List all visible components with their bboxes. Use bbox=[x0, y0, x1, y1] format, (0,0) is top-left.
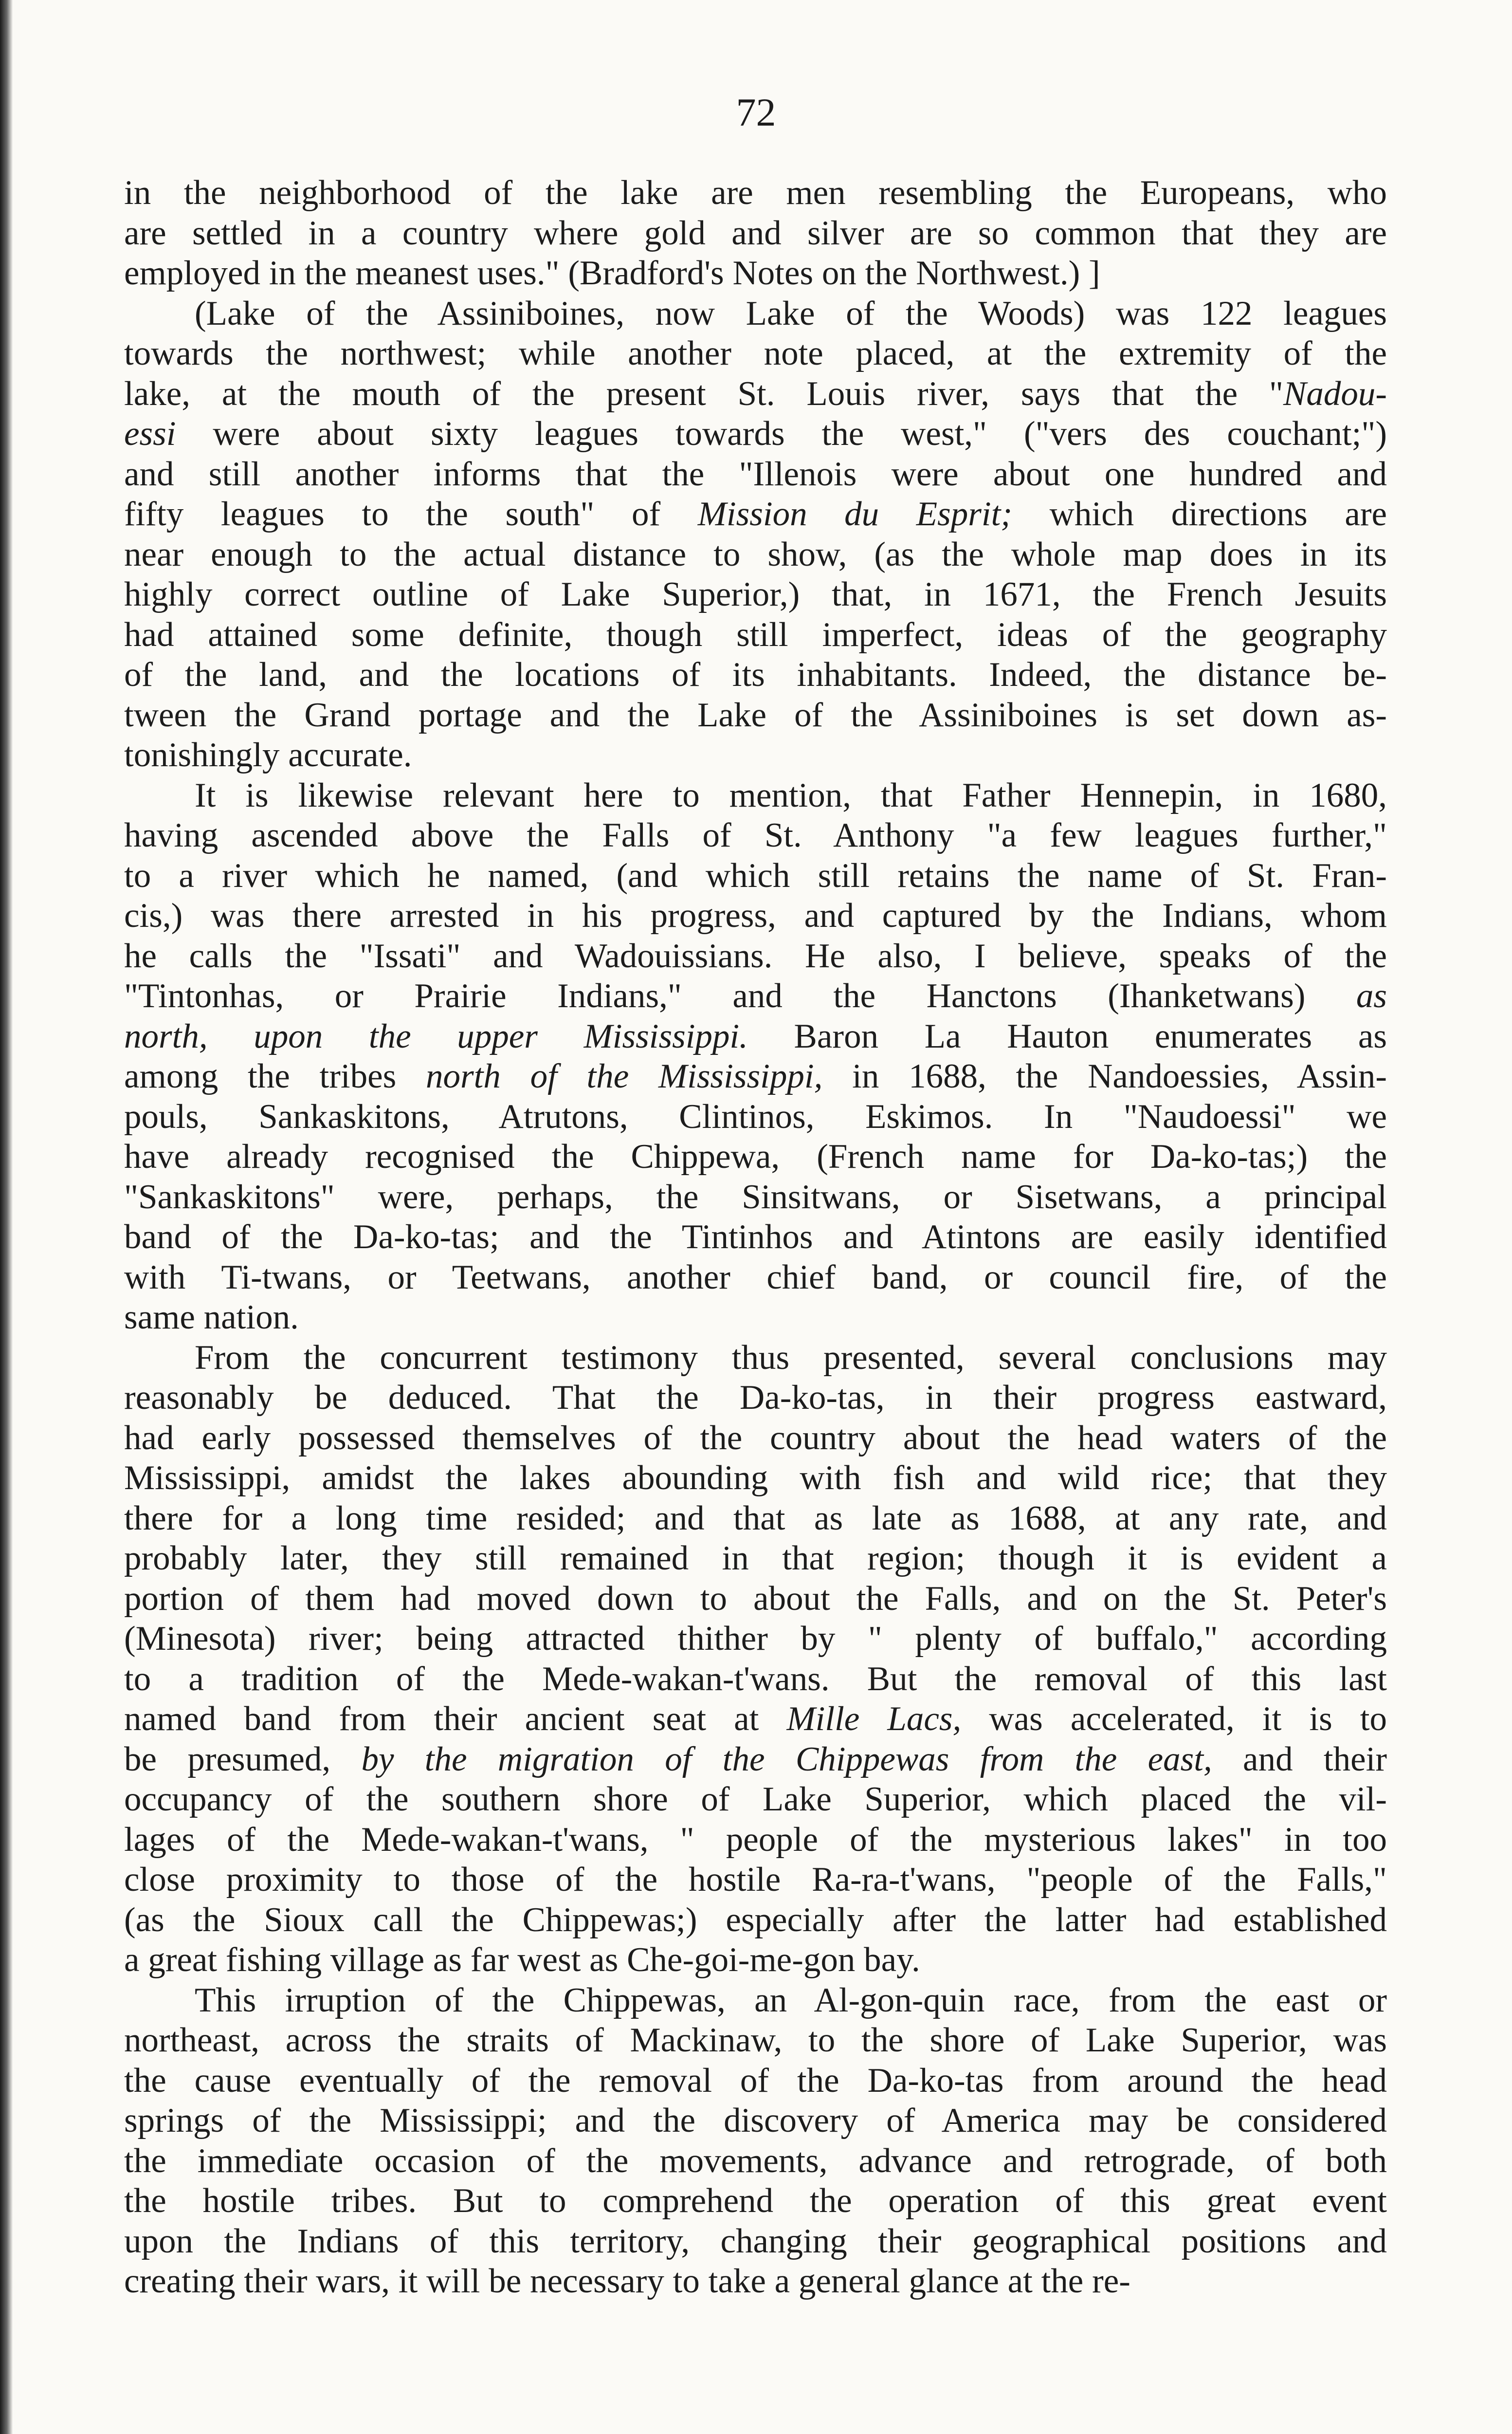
text-line bbox=[124, 1900, 1387, 1940]
text-line bbox=[124, 1177, 1387, 1217]
text-run: northeast, across the straits of Mackinaw, to the shore of Lake Superior, was bbox=[124, 2021, 1387, 2059]
italic-text-run: Mille Lacs, bbox=[786, 1700, 962, 1738]
text-line bbox=[124, 2061, 1387, 2101]
text-line bbox=[124, 1418, 1387, 1458]
text-run: in 1688, the Nandoessies, Assin- bbox=[822, 1057, 1387, 1095]
text-run: same nation. bbox=[124, 1298, 299, 1336]
italic-text-run: Nadou- bbox=[1283, 374, 1387, 413]
text-line bbox=[124, 535, 1387, 575]
paragraph bbox=[124, 1338, 1387, 1980]
text-run: (Lake of the Assiniboines, now Lake of the Woods) was 122 leagues bbox=[195, 294, 1387, 332]
text-run: to a tradition of the Mede-wakan-t'wans. But the removal of this last bbox=[124, 1660, 1387, 1698]
text-line bbox=[124, 1820, 1387, 1860]
text-line bbox=[124, 695, 1387, 736]
text-line bbox=[124, 374, 1387, 414]
text-line bbox=[124, 2141, 1387, 2181]
text-run: and their bbox=[1212, 1740, 1387, 1778]
paragraph bbox=[124, 1980, 1387, 2302]
text-run: "Tintonhas, or Prairie Indians," and the Hanctons (Ihanketwans) bbox=[124, 977, 1356, 1015]
text-run: highly correct outline of Lake Superior,) that, in 1671, the French Jesuits bbox=[124, 575, 1387, 613]
text-line bbox=[124, 294, 1387, 334]
text-run: are settled in a country where gold and silver are so common that they are bbox=[124, 214, 1387, 252]
text-line bbox=[124, 936, 1387, 977]
text-line bbox=[124, 2221, 1387, 2262]
text-run: Mississippi, amidst the lakes abounding with fish and wild rice; that they bbox=[124, 1459, 1387, 1497]
text-run: portion of them had moved down to about the Falls, and on the St. Peter's bbox=[124, 1579, 1387, 1618]
text-line bbox=[124, 1940, 1387, 1980]
text-line bbox=[124, 2181, 1387, 2221]
text-line bbox=[124, 414, 1387, 454]
text-run: were about sixty leagues towards the west," ("vers des couchant;") bbox=[176, 415, 1387, 453]
text-line bbox=[124, 213, 1387, 254]
text-line bbox=[124, 1378, 1387, 1418]
text-line bbox=[124, 1217, 1387, 1257]
text-run: in the neighborhood of the lake are men resembling the Europeans, who bbox=[124, 174, 1387, 212]
text-run: to a river which he named, (and which still retains the name of St. Fran- bbox=[124, 856, 1387, 895]
text-line bbox=[124, 2261, 1387, 2302]
text-line bbox=[124, 1498, 1387, 1539]
paragraph bbox=[124, 294, 1387, 775]
text-line bbox=[124, 1980, 1387, 2021]
text-line bbox=[124, 1458, 1387, 1498]
text-run: near enough to the actual distance to show, (as the whole map does in its bbox=[124, 535, 1387, 573]
text-run: probably later, they still remained in that region; though it is evident a bbox=[124, 1539, 1387, 1577]
text-line bbox=[124, 976, 1387, 1016]
text-line bbox=[124, 896, 1387, 936]
text-line bbox=[124, 615, 1387, 655]
text-line bbox=[124, 1579, 1387, 1619]
text-run: of the land, and the locations of its inhabitants. Indeed, the distance be- bbox=[124, 656, 1387, 694]
paragraph bbox=[124, 173, 1387, 294]
text-run: and still another informs that the "Illenois were about one hundred and bbox=[124, 455, 1387, 493]
italic-text-run: as bbox=[1356, 977, 1387, 1015]
page-number: 72 bbox=[736, 90, 776, 134]
text-run: have already recognised the Chippewa, (French name for Da-ko-tas;) the bbox=[124, 1138, 1387, 1176]
text-line bbox=[124, 1056, 1387, 1097]
text-run: be presumed, bbox=[124, 1740, 362, 1778]
text-line bbox=[124, 1619, 1387, 1659]
text-run: "Sankaskitons" were, perhaps, the Sinsitwans, or Sisetwans, a principal bbox=[124, 1178, 1387, 1216]
text-line bbox=[124, 856, 1387, 896]
text-line bbox=[124, 1699, 1387, 1739]
text-run: upon the Indians of this territory, changing their geographical positions and bbox=[124, 2222, 1387, 2260]
text-run: he calls the "Issati" and Wadouissians. He also, I believe, speaks of the bbox=[124, 937, 1387, 975]
text-run: fifty leagues to the south" of bbox=[124, 495, 698, 533]
text-run: creating their wars, it will be necessary to take a general glance at the re- bbox=[124, 2262, 1130, 2300]
text-run: was accelerated, it is to bbox=[961, 1700, 1387, 1738]
text-line bbox=[124, 2101, 1387, 2141]
text-line bbox=[124, 1097, 1387, 1137]
italic-text-run: north, upon the upper Mississippi. bbox=[124, 1017, 748, 1055]
text-run: tonishingly accurate. bbox=[124, 736, 412, 774]
text-line bbox=[124, 253, 1387, 294]
text-run: the cause eventually of the removal of the Da-ko-tas from around the head bbox=[124, 2061, 1387, 2100]
text-run: there for a long time resided; and that as late as 1688, at any rate, and bbox=[124, 1499, 1387, 1537]
page-left-edge-shadow bbox=[0, 0, 13, 2434]
text-line bbox=[124, 574, 1387, 615]
italic-text-run: north of the Mississippi, bbox=[425, 1057, 823, 1095]
text-run: had early possessed themselves of the country about the head waters of the bbox=[124, 1419, 1387, 1457]
text-line bbox=[124, 333, 1387, 374]
text-run: close proximity to those of the hostile Ra-ra-t'wans, "people of the Falls," bbox=[124, 1861, 1387, 1899]
text-run: lages of the Mede-wakan-t'wans, " people of the mysterious lakes" in too bbox=[124, 1820, 1387, 1859]
text-run: (Minesota) river; being attracted thither by " plenty of buffalo," according bbox=[124, 1620, 1387, 1658]
text-line bbox=[124, 1739, 1387, 1780]
text-run: springs of the Mississippi; and the discovery of America may be considered bbox=[124, 2102, 1387, 2139]
text-line bbox=[124, 1338, 1387, 1378]
text-run: It is likewise relevant here to mention, that Father Hennepin, in 1680, bbox=[195, 776, 1387, 814]
text-line bbox=[124, 1779, 1387, 1820]
text-run: having ascended above the Falls of St. Anthony "a few leagues further," bbox=[124, 816, 1387, 854]
text-line bbox=[124, 1016, 1387, 1057]
text-line bbox=[124, 494, 1387, 535]
italic-text-run: essi bbox=[124, 415, 176, 453]
paragraph bbox=[124, 775, 1387, 1338]
text-run: cis,) was there arrested in his progress, and captured by the Indians, whom bbox=[124, 897, 1387, 935]
text-run: which directions are bbox=[1012, 495, 1387, 533]
italic-text-run: Mission du Esprit; bbox=[697, 495, 1013, 533]
text-line bbox=[124, 173, 1387, 213]
text-line bbox=[124, 2020, 1387, 2061]
text-line bbox=[124, 1538, 1387, 1579]
text-run: occupancy of the southern shore of Lake Superior, which placed the vil- bbox=[124, 1780, 1387, 1818]
text-run: with Ti-twans, or Teetwans, another chief band, or council fire, of the bbox=[124, 1258, 1387, 1296]
text-line bbox=[124, 735, 1387, 775]
text-run: named band from their ancient seat at bbox=[124, 1700, 787, 1738]
text-run: the hostile tribes. But to comprehend the operation of this great event bbox=[124, 2182, 1387, 2220]
text-line bbox=[124, 775, 1387, 816]
text-line bbox=[124, 655, 1387, 695]
text-run: towards the northwest; while another note placed, at the extremity of the bbox=[124, 334, 1387, 372]
text-run: had attained some definite, though still imperfect, ideas of the geography bbox=[124, 615, 1387, 654]
text-run: pouls, Sankaskitons, Atrutons, Clintinos, Eskimos. In "Naudoessi" we bbox=[124, 1097, 1387, 1136]
italic-text-run: by the migration of the Chippewas from the east, bbox=[361, 1740, 1212, 1778]
text-run: employed in the meanest uses." (Bradford's Notes on the Northwest.) ] bbox=[124, 254, 1100, 292]
text-line bbox=[124, 1257, 1387, 1298]
text-run: reasonably be deduced. That the Da-ko-tas, in their progress eastward, bbox=[124, 1379, 1387, 1417]
text-line bbox=[124, 454, 1387, 495]
text-run: From the concurrent testimony thus presented, several conclusions may bbox=[195, 1338, 1387, 1377]
text-run: a great fishing village as far west as Che-goi-me-gon bay. bbox=[124, 1941, 920, 1979]
text-line bbox=[124, 1297, 1387, 1338]
text-run: band of the Da-ko-tas; and the Tintinhos and Atintons are easily identified bbox=[124, 1218, 1387, 1256]
text-run: This irruption of the Chippewas, an Al-gon-quin race, from the east or bbox=[195, 1981, 1387, 2019]
text-run: tween the Grand portage and the Lake of the Assiniboines is set down as- bbox=[124, 696, 1387, 734]
body-text bbox=[124, 173, 1387, 2302]
text-run: (as the Sioux call the Chippewas;) especially after the latter had established bbox=[124, 1900, 1387, 1939]
text-line bbox=[124, 1137, 1387, 1177]
text-line bbox=[124, 1659, 1387, 1699]
text-run: the immediate occasion of the movements, advance and retrograde, of both bbox=[124, 2141, 1387, 2180]
text-run: Baron La Hauton enumerates as bbox=[747, 1017, 1387, 1055]
text-line bbox=[124, 815, 1387, 856]
text-run: among the tribes bbox=[124, 1057, 426, 1095]
text-run: lake, at the mouth of the present St. Louis river, says that the " bbox=[124, 374, 1283, 413]
text-line bbox=[124, 1860, 1387, 1900]
